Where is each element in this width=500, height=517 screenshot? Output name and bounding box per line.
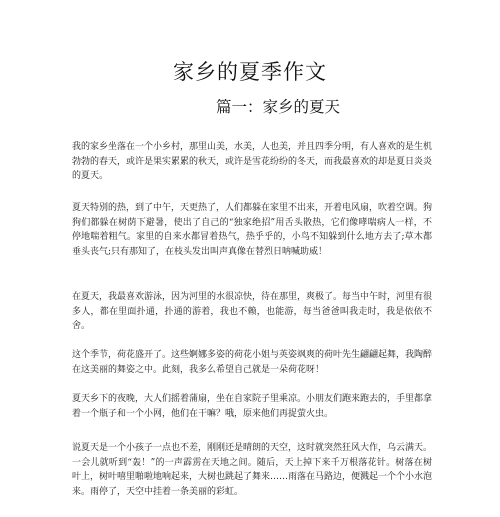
article-subtitle: 篇一：家乡的夏天: [216, 98, 341, 116]
paragraph-4: 这个季节，荷花盛开了。这些婀娜多姿的荷花小姐与英姿飒爽的荷叶先生翩翩起舞，我陶醉在这美丽的舞姿之中。此刻，我多么希望自己就是一朵荷花呀！: [72, 350, 433, 375]
article-title: 家乡的夏季作文: [173, 60, 327, 84]
paragraph-1: 我的家乡坐落在一个小乡村，那里山美，水美，人也美，并且四季分明，有人喜欢的是生机勃勃的春天，或许是果实累累的秋天，或许是雪花纷纷的冬天，而我最喜欢的却是夏日炎炎的夏天。: [72, 142, 433, 181]
paragraph-5: 夏天乡下的夜晚，大人们摇着蒲扇，坐在自家院子里乘凉。小朋友们跑来跑去的，手里都拿着一个瓶子和一个小网，他们在干嘛？哦，原来他们再捉萤火虫。: [72, 394, 433, 419]
paragraph-3: 在夏天，我最喜欢游泳，因为河里的水很凉快，待在那里，爽极了。每当中午时，河里有很多人，都在里面扑通，扑通的游着，我也不赖，也能游，每当爸爸叫我走时，我是依依不舍。: [72, 292, 433, 331]
paragraph-2: 夏天特别的热，到了中午，天更热了，人们都躲在家里不出来，开着电风扇，吹着空调。狗狗们都躲在树荫下避暑，使出了自己的“独家绝招”用舌头散热，它们像哮喘病人一样，不停地喘着粗气。家里的自来水都冒着热气，热乎乎的，小鸟不知躲到什么地方去了;草木都垂头丧气;只有那知了，在枝头发出叫声真像在替烈日呐喊助威！: [72, 203, 433, 257]
paragraph-6: 说夏天是一个小孩子一点也不差，刚刚还是晴朗的天空，这时就突然狂风大作，乌云满天。一会儿就听到“轰！”的一声霹雳在天地之间。随后，天上掉下来千万根落花针。树落在树叶上，树叶嘻里啪啦地响起来，大树也跳起了舞来……雨落在马路边，便溅起一个个小水泡来。雨停了，天空中挂着一条美丽的彩虹。: [72, 443, 433, 497]
